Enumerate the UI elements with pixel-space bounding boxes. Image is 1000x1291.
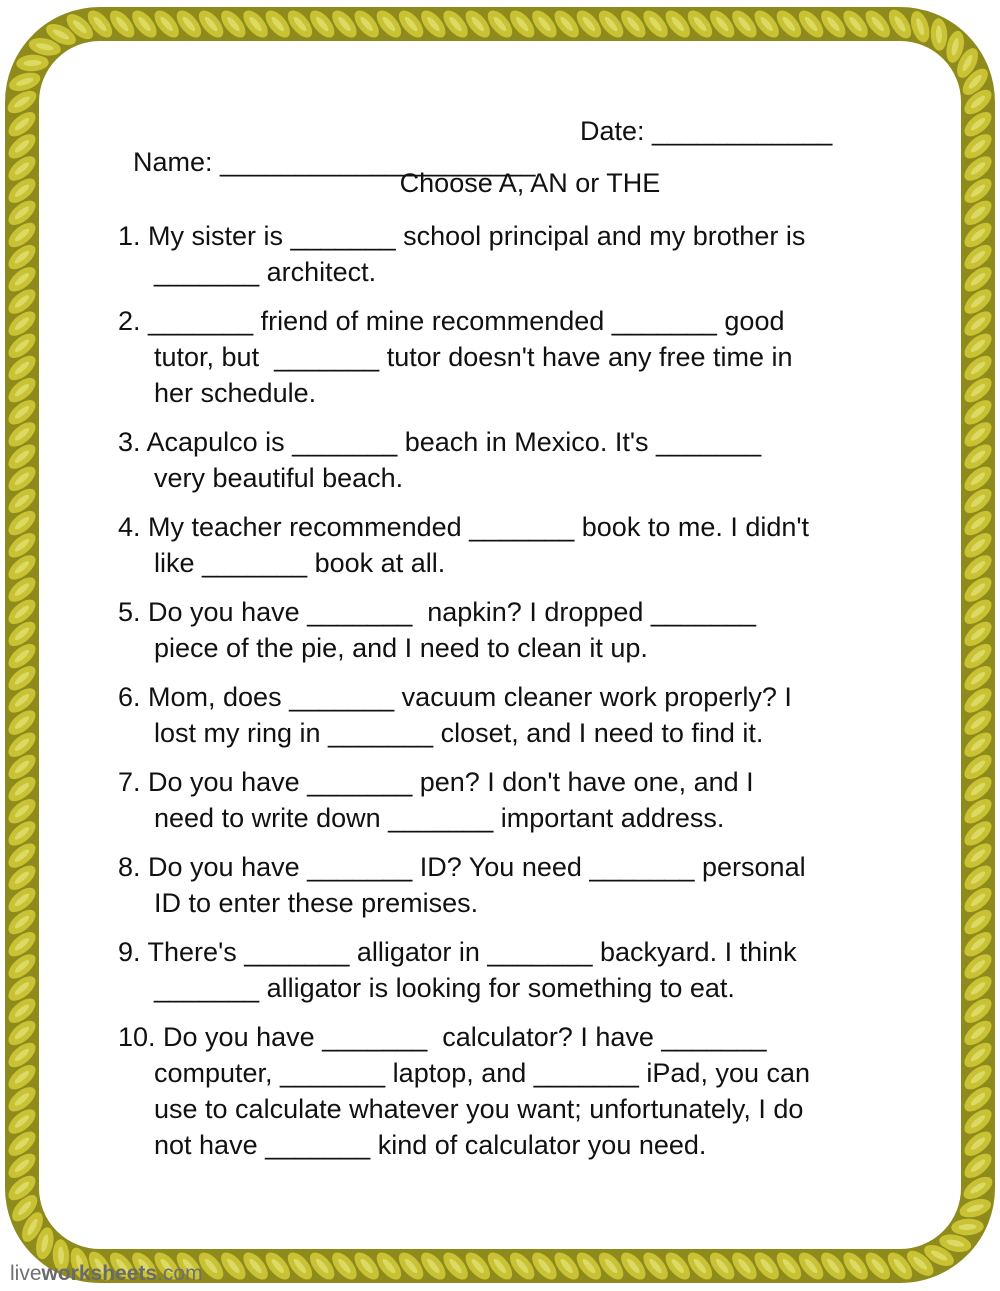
question-8 [118, 849, 878, 921]
question-1 [118, 218, 878, 290]
brand-prefix: live [10, 1262, 42, 1285]
question-line: lost my ring in _______ closet, and I need to find it. [154, 718, 764, 748]
question-line: 6. Mom, does _______ vacuum cleaner work properly? I [118, 682, 792, 712]
question-line: 7. Do you have _______ pen? I don't have one, and I [118, 767, 754, 797]
question-line: 4. My teacher recommended _______ book to me. I didn't [118, 512, 810, 542]
question-9 [118, 934, 878, 1006]
question-line: use to calculate whatever you want; unfortunately, I do [154, 1094, 804, 1124]
question-line: 5. Do you have _______ napkin? I dropped _______ [118, 597, 757, 627]
question-line: _______ architect. [154, 257, 377, 287]
question-line: 9. There's _______ alligator in _______ backyard. I think [118, 937, 797, 967]
question-6 [118, 679, 878, 751]
question-line: _______ alligator is looking for something to eat. [154, 973, 735, 1003]
brand-suffix: .com [157, 1262, 203, 1285]
question-line: 1. My sister is _______ school principal and my brother is [118, 221, 806, 251]
question-line: like _______ book at all. [154, 548, 446, 578]
question-line: not have _______ kind of calculator you need. [154, 1130, 707, 1160]
question-line: her schedule. [154, 378, 317, 408]
question-line: need to write down _______ important address. [154, 803, 725, 833]
date-field-label: Date: ____________ [580, 116, 833, 146]
name-field-label: Name: _____________________ [133, 147, 536, 177]
question-list [118, 218, 878, 1176]
question-line: 10. Do you have _______ calculator? I have _______ [118, 1022, 767, 1052]
question-10 [118, 1019, 878, 1163]
question-line: computer, _______ laptop, and _______ iPad, you can [154, 1058, 811, 1088]
liveworksheets-logo [10, 1262, 203, 1286]
question-3 [118, 424, 878, 496]
question-line: very beautiful beach. [154, 463, 404, 493]
brand-bold: worksheets [41, 1262, 158, 1285]
question-5 [118, 594, 878, 666]
question-line: tutor, but _______ tutor doesn't have any free time in [154, 342, 793, 372]
question-line: 2. _______ friend of mine recommended _______ good [118, 306, 785, 336]
question-line: piece of the pie, and I need to clean it up. [154, 633, 648, 663]
question-2 [118, 303, 878, 411]
question-7 [118, 764, 878, 836]
question-4 [118, 509, 878, 581]
question-line: 3. Acapulco is _______ beach in Mexico. It's _______ [118, 427, 762, 457]
question-line: 8. Do you have _______ ID? You need _______ personal [118, 852, 806, 882]
worksheet-title: Choose A, AN or THE [399, 168, 661, 198]
question-line: ID to enter these premises. [154, 888, 479, 918]
